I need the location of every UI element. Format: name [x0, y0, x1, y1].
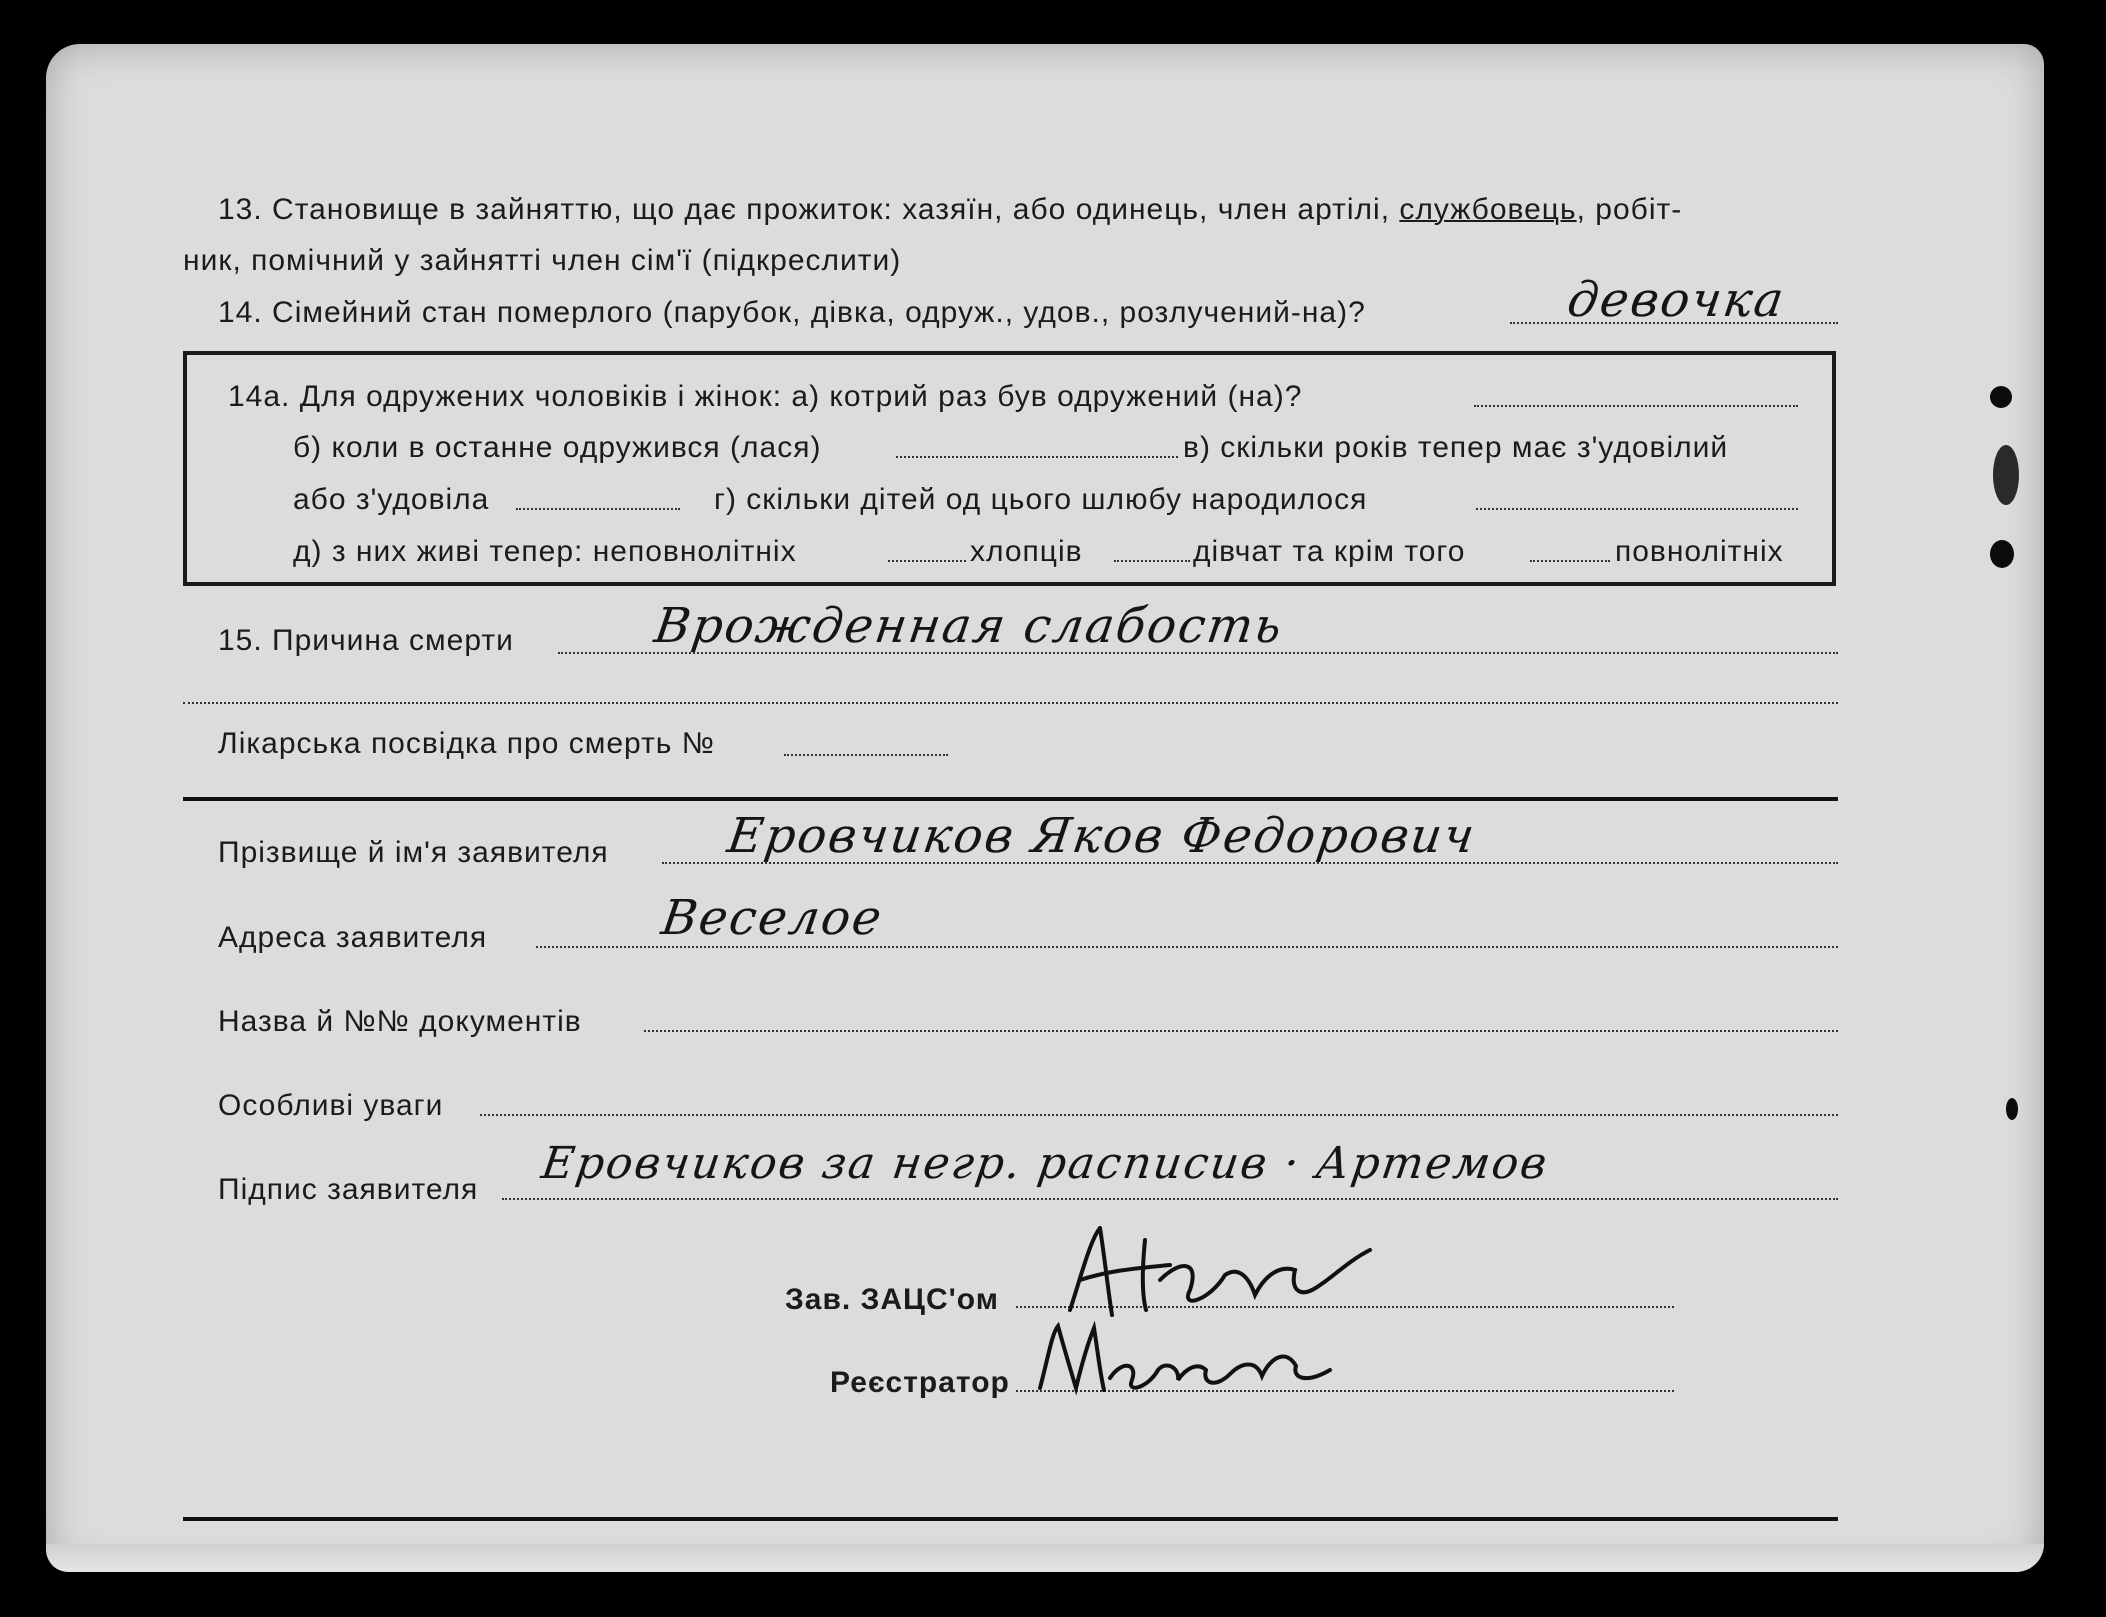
applicant-signature-field — [502, 1198, 1838, 1200]
item-14a-b-label: б) коли в останне одружився (лася) — [293, 431, 822, 464]
item-14a-boys: хлопців — [970, 535, 1083, 568]
item-14a-g-field — [1476, 508, 1798, 510]
item-13-line1: 13. Становище в зайняттю, що дає прожиток: хазяїн, або одинець, член артілі, службовець, робіт- — [218, 193, 1683, 226]
applicant-name-label: Прізвище й ім'я заявителя — [218, 836, 609, 869]
item-14a-d-field2 — [1114, 560, 1190, 562]
item-13-line2: ник, помічний у зайнятті член сім'ї (підкреслити) — [183, 244, 902, 277]
item-13-underlined-option: службовець — [1399, 193, 1577, 226]
item-14a-v-cont: або з'удовіла — [293, 483, 490, 516]
item-15-answer: Врожденная слабость — [651, 598, 1287, 654]
item-14a-line1: 14а. Для одружених чоловіків і жінок: а) котрий раз був одружений (на)? — [228, 380, 1303, 413]
registrar-signature — [1030, 1318, 1360, 1398]
punch-hole — [1993, 445, 2019, 505]
item-14-label: 14. Сімейний стан померлого (парубок, дівка, одруж., удов., розлучений-на)? — [218, 296, 1366, 329]
item-14a-v-field — [516, 508, 680, 510]
item-14a-d-label: д) з них живі тепер: неповнолітніх — [293, 535, 797, 568]
medical-cert-field — [784, 754, 948, 756]
remarks-label: Особливі уваги — [218, 1089, 444, 1122]
item-14a-d-field1 — [888, 560, 966, 562]
item-14a-b-field — [896, 456, 1178, 458]
applicant-address-field — [536, 946, 1838, 948]
medical-cert-label: Лікарська посвідка про смерть № — [218, 727, 715, 760]
applicant-name-value: Еровчиков Яков Федорович — [724, 808, 1480, 864]
item-14a-girls: дівчат та крім того — [1193, 535, 1466, 568]
applicant-address-label: Адреса заявителя — [218, 921, 488, 954]
punch-hole — [2006, 1098, 2018, 1120]
item-14a-d-field3 — [1530, 560, 1610, 562]
item-14-answer: девочка — [1564, 272, 1789, 328]
item-14a-line1-field — [1474, 405, 1798, 407]
applicant-address-value: Веселое — [658, 890, 887, 946]
documents-label: Назва й №№ документів — [218, 1005, 582, 1038]
item-14a-adults: повнолітніх — [1615, 535, 1784, 568]
section-divider — [183, 797, 1838, 801]
applicant-signature-label: Підпис заявителя — [218, 1173, 479, 1206]
punch-hole — [1990, 540, 2014, 568]
item-14a-v-label: в) скільки років тепер має з'удовілий — [1183, 431, 1729, 464]
zags-head-signature — [1050, 1220, 1390, 1330]
item-15-label: 15. Причина смерти — [218, 624, 514, 657]
item-15-field-line2 — [183, 702, 1838, 704]
bottom-rule — [183, 1517, 1838, 1521]
item-14a-g-label: г) скільки дітей од цього шлюбу народилося — [714, 483, 1368, 516]
documents-field — [644, 1030, 1838, 1032]
remarks-field — [480, 1114, 1838, 1116]
zags-head-label: Зав. ЗАЦС'ом — [785, 1283, 999, 1316]
applicant-signature-value: Еровчиков за негр. расписив · Артемов — [538, 1138, 1552, 1189]
punch-hole — [1990, 386, 2012, 408]
registrar-label: Реєстратор — [830, 1366, 1010, 1399]
